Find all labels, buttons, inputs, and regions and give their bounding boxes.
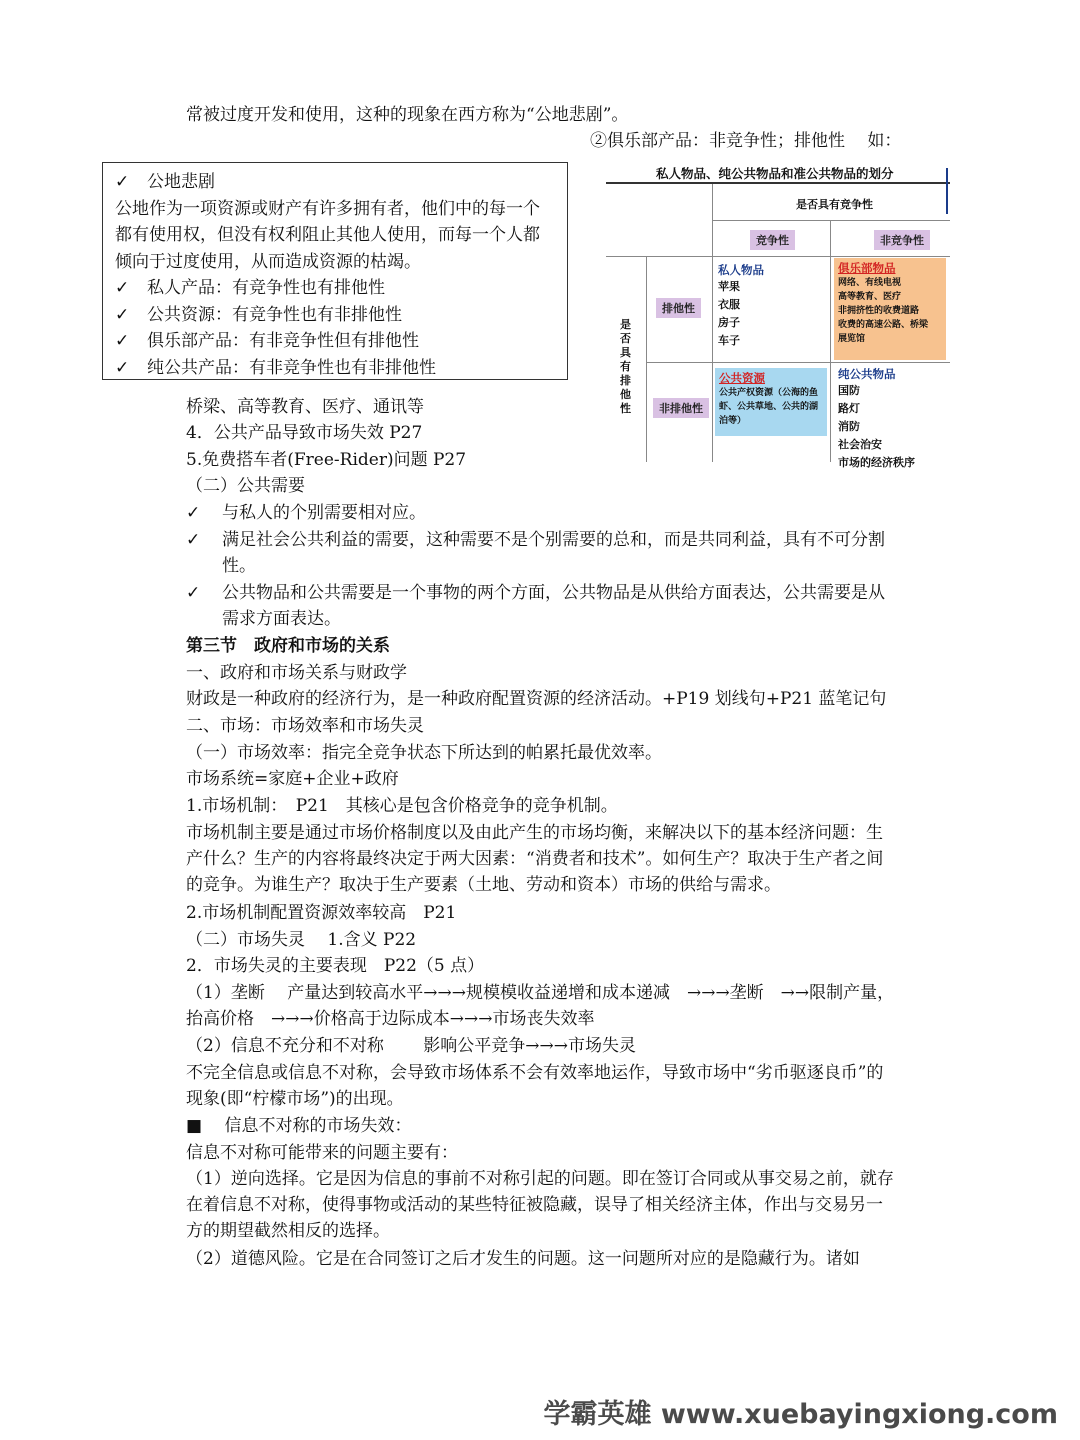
bullet-text: 与私人的个别需要相对应。 [222, 503, 426, 523]
paragraph: 市场机制主要是通过市场价格制度以及由此产生的市场均衡，来解决以下的基本经济问题：生产什么？生产的内容将最终决定于两大因素：“消费者和技术”。如何生产？取决于生产者之间的竞争。为谁生产？取决于生产要素（土地、劳动和资本）市场的供给与需求。 [186, 823, 884, 895]
private-item: 车子 [718, 334, 740, 347]
private-item: 房子 [718, 316, 740, 329]
paragraph: （1）垄断 产量达到较高水平→→→规模模收益递增和成本递减 →→→垄断 →→限制产量，抬高价格 →→→价格高于边际成本→→→市场丧失效率 [186, 983, 895, 1029]
check-icon: ✓ [115, 172, 130, 192]
check-icon: ✓ [115, 331, 130, 351]
col-header: 是否具有竞争性 [796, 198, 873, 211]
pure-item: 路灯 [838, 402, 860, 415]
check-icon: ✓ [186, 530, 201, 550]
text-line: 常被过度开发和使用，这种的现象在西方称为“公地悲剧”。 [186, 105, 629, 125]
bullet-item [186, 527, 898, 579]
check-icon: ✓ [115, 278, 130, 298]
club-item: 高等教育、医疗 [838, 292, 902, 302]
row-nonexcl-tag: 非排他性 [653, 398, 709, 418]
check-icon: ✓ [186, 503, 201, 523]
paragraph: （1）逆向选择。它是因为信息的事前不对称引起的问题。即在签订合同或从事交易之前，就存在着信息不对称，使得事物或活动的某些特征被隐藏，误导了相关经济主体，作出与交易另一方的期望截然相反的选择。 [186, 1169, 894, 1241]
box-desc-line: 公地作为一项资源或财产有许多拥有者，他们中的每一个 [115, 198, 540, 219]
footer-watermark: 学霸英雄 www.xuebayingxiong.com [543, 1399, 1058, 1430]
box-item: 公共资源：有竞争性也有非排他性 [147, 304, 402, 325]
club-item: 收费的高速公路、桥梁 [838, 320, 929, 330]
col-nonrival-tag: 非竞争性 [874, 230, 930, 250]
col-rival-tag: 竞争性 [750, 230, 795, 250]
text-line: 4．公共产品导致市场失效 P27 [186, 423, 423, 443]
text-line: ■ 信息不对称的市场失效： [186, 1116, 412, 1136]
club-goods-cell [834, 258, 946, 360]
common-resources-cell [715, 368, 827, 436]
box-item: 俱乐部产品：有非竞争性但有排他性 [147, 331, 419, 351]
text-line: （二）市场失灵 1.含义 P22 [186, 930, 417, 950]
text-line: 2.市场机制配置资源效率较高 P21 [186, 903, 457, 923]
private-title: 私人物品 [718, 263, 764, 277]
section-title: 第三节 政府和市场的关系 [186, 636, 390, 656]
pure-item: 市场的经济秩序 [838, 456, 915, 469]
box-desc-line: 倾向于过度使用，从而造成资源的枯竭。 [115, 251, 421, 272]
text-line: 财政是一种政府的经济行为，是一种政府配置资源的经济活动。+P19 划线句+P21 蓝笔记句 [186, 689, 887, 709]
club-item: 展览馆 [838, 334, 866, 344]
box-desc-line: 都有使用权，但没有权利阻止其他人使用，而每一个人都 [115, 225, 540, 245]
text-line: 2．市场失灵的主要表现 P22（5 点） [186, 956, 485, 976]
pure-title: 纯公共物品 [838, 367, 896, 381]
club-product-line: ②俱乐部产品：非竞争性；排他性 如： [590, 131, 902, 151]
text-line: 5.免费搭车者(Free-Rider)问题 P27 [186, 450, 467, 470]
pure-public-goods-cell [838, 366, 948, 472]
check-icon: ✓ [186, 583, 201, 603]
chart-title: 私人物品、纯公共物品和准公共物品的划分 [656, 166, 894, 181]
common-title: 公共资源 [719, 371, 765, 385]
text-line: 1.市场机制： P21 其核心是包含价格竞争的竞争机制。 [186, 796, 618, 816]
text-line: （一）市场效率：指完全竞争状态下所达到的帕累托最优效率。 [186, 743, 662, 763]
text-line: 二、市场：市场效率和市场失灵 [186, 716, 424, 736]
row-excl-tag: 排他性 [656, 298, 701, 318]
private-item: 衣服 [718, 298, 740, 311]
private-goods-cell [718, 262, 826, 350]
text-line: 市场系统=家庭+企业+政府 [186, 769, 399, 789]
text-line: （2）道德风险。它是在合同签订之后才发生的问题。这一问题所对应的是隐藏行为。诸如 [186, 1249, 860, 1269]
text-line: 桥梁、高等教育、医疗、通讯等 [186, 397, 424, 417]
bullet-text: 满足社会公共利益的需要，这种需要不是个别需要的总和，而是共同利益，具有不可分割性。 [222, 530, 885, 576]
club-title: 俱乐部物品 [838, 261, 896, 275]
bullet-item [186, 580, 898, 632]
bullet-item [186, 500, 898, 526]
pure-item: 消防 [838, 420, 860, 433]
check-icon: ✓ [115, 357, 130, 378]
commons-box [102, 162, 568, 380]
goods-classification-chart [606, 158, 950, 469]
text-line: 信息不对称可能带来的问题主要有： [186, 1143, 458, 1163]
private-item: 苹果 [718, 280, 740, 293]
row-header: 是否具有排他性 [620, 318, 631, 415]
text-line: 一、政府和市场关系与财政学 [186, 663, 407, 683]
box-title: 公地悲剧 [147, 172, 215, 192]
common-desc: 公共产权资源（公海的鱼虾、公共草地、公共的湖泊等） [719, 388, 819, 426]
club-item: 非拥挤性的收费道路 [838, 306, 920, 316]
box-item: 私人产品：有竞争性也有排他性 [147, 278, 385, 298]
text-line: （2）信息不充分和不对称 影响公平竞争→→→市场失灵 [186, 1036, 636, 1056]
paragraph: 不完全信息或信息不对称，会导致市场体系不会有效率地运作，导致市场中“劣币驱逐良币”的现象(即“柠檬市场”)的出现。 [186, 1063, 884, 1109]
check-icon: ✓ [115, 304, 130, 325]
pure-item: 社会治安 [838, 438, 882, 451]
bullet-text: 公共物品和公共需要是一个事物的两个方面，公共物品是从供给方面表达，公共需要是从需求方面表达。 [222, 583, 885, 629]
box-item: 纯公共产品：有非竞争性也有非排他性 [147, 357, 436, 378]
pure-item: 国防 [838, 384, 860, 397]
section-heading: （二）公共需要 [186, 476, 305, 496]
club-item: 网络、有线电视 [838, 278, 902, 288]
